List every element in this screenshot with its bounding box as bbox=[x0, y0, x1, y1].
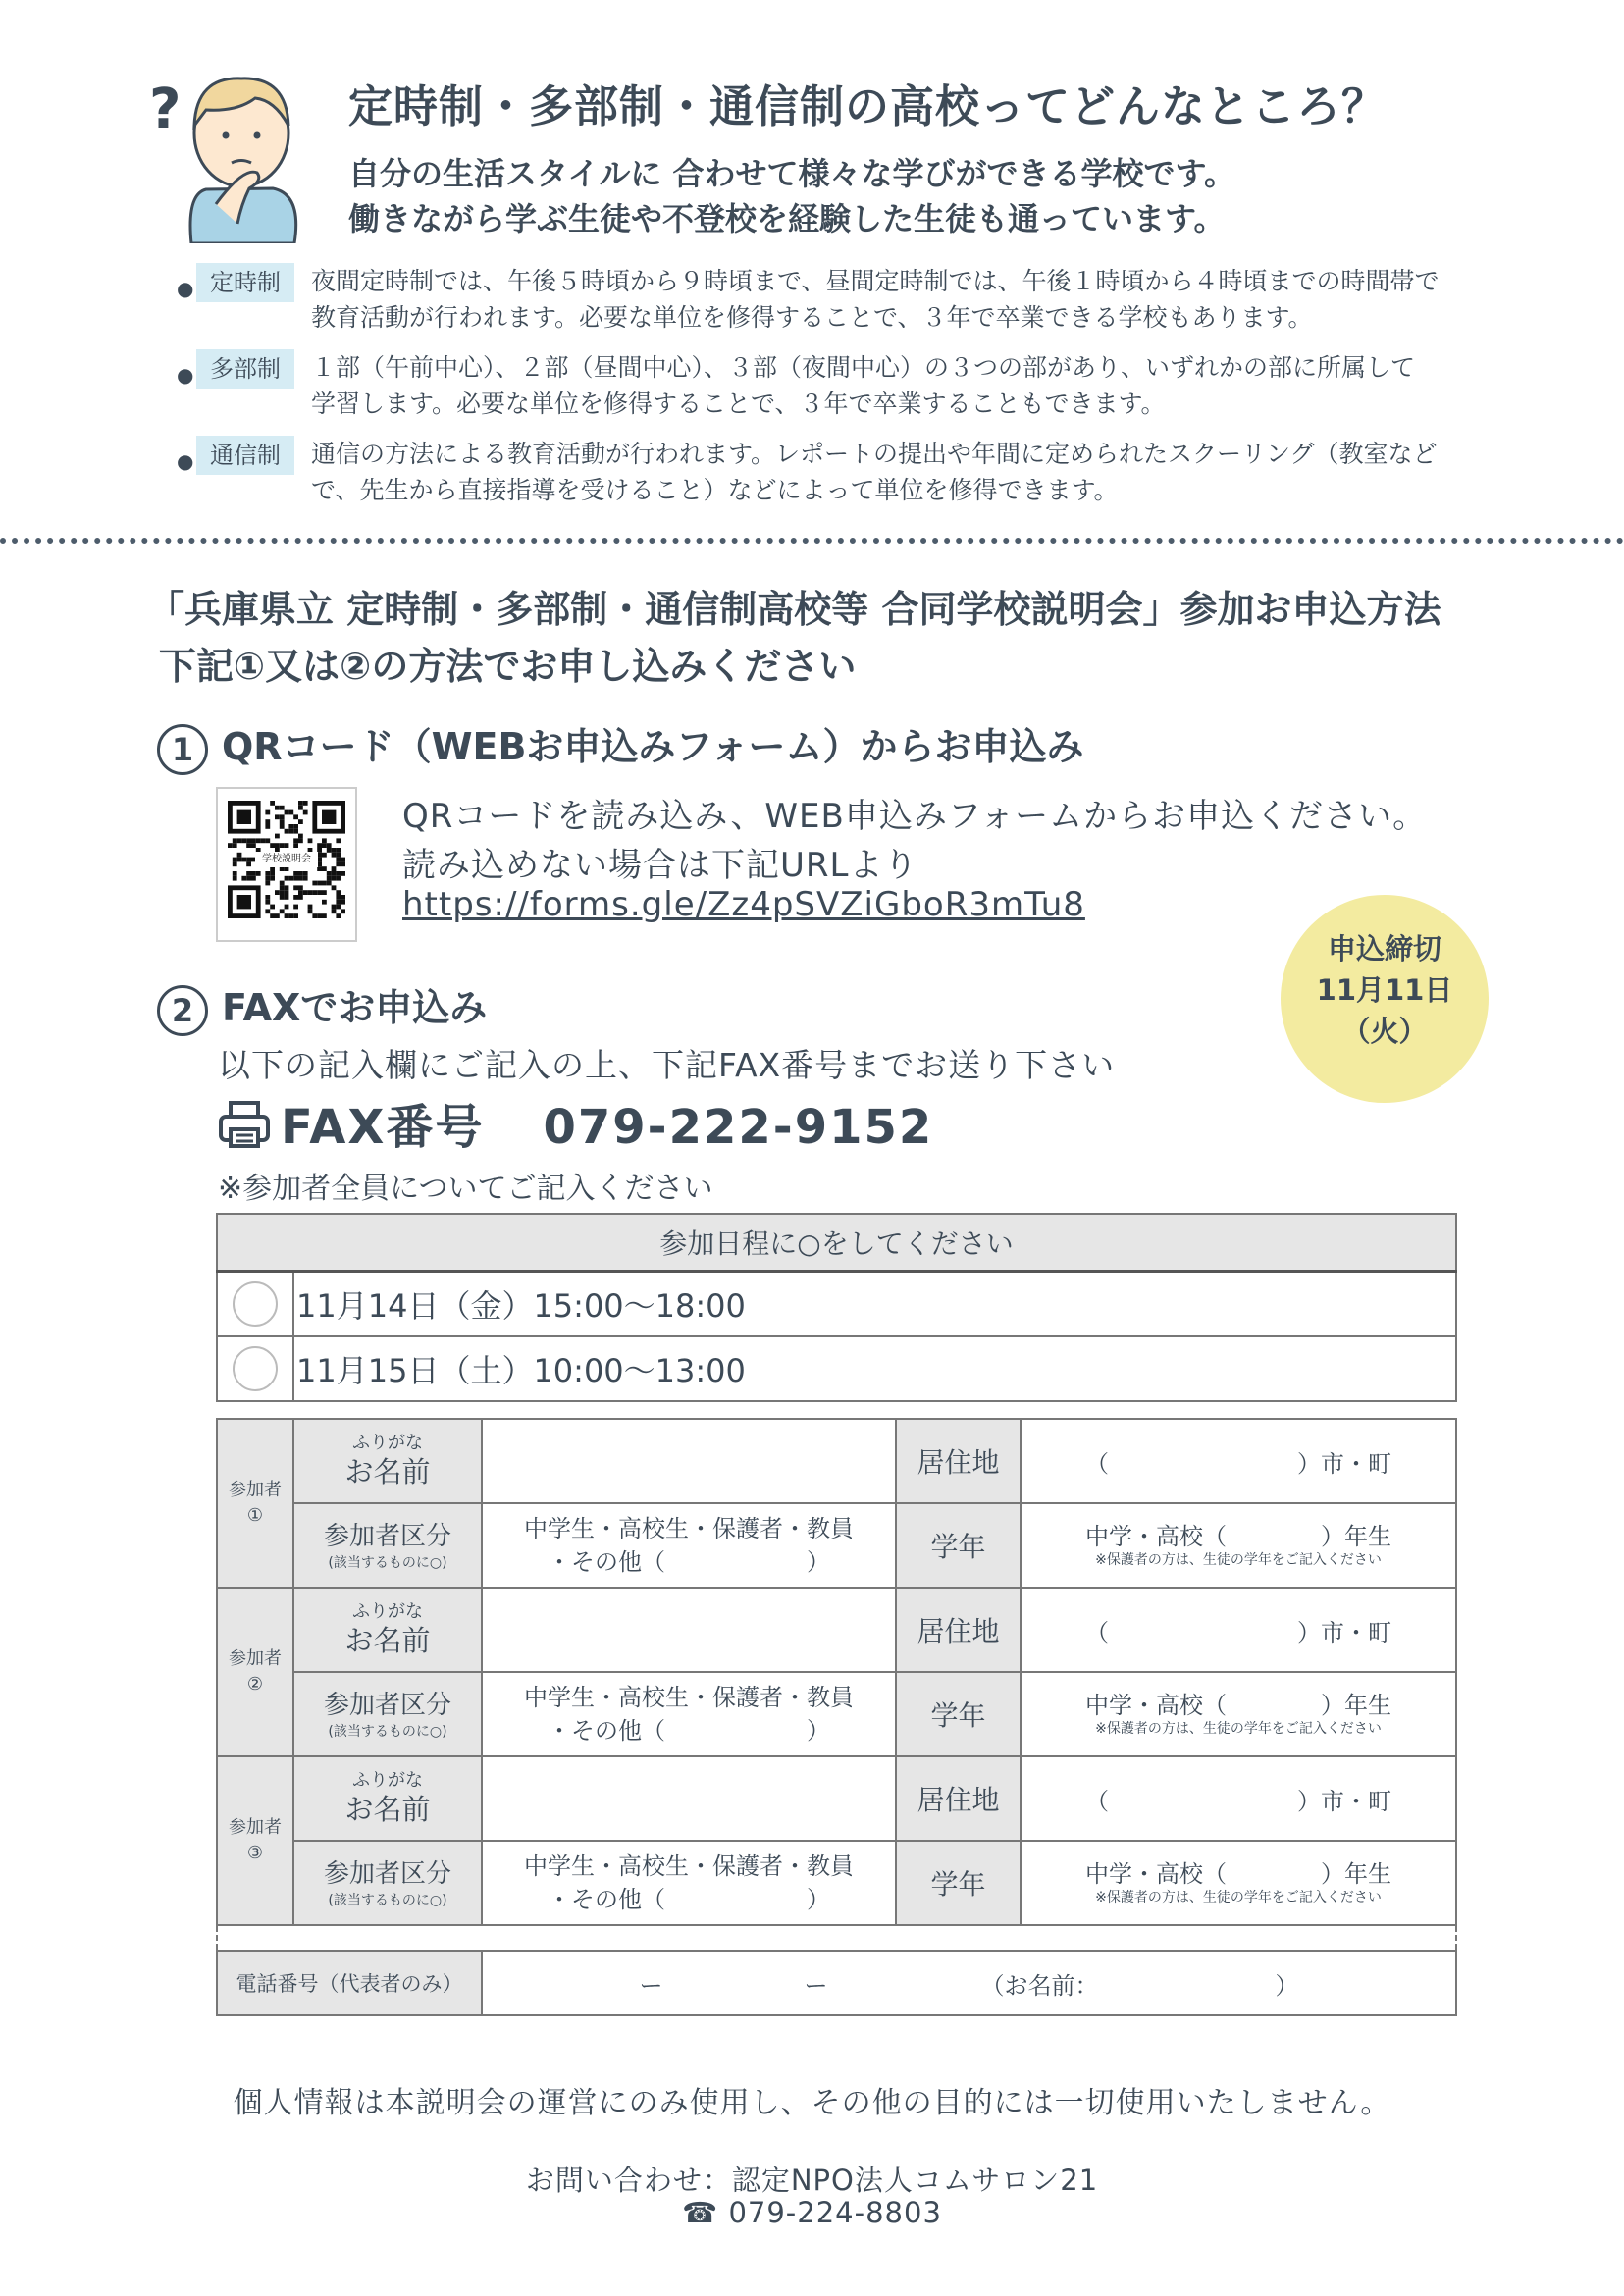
name-field[interactable] bbox=[482, 1588, 896, 1672]
select-circle[interactable] bbox=[233, 1346, 278, 1391]
method2-title-text: FAXでお申込み bbox=[222, 986, 488, 1029]
fax-note: ※参加者全員についてご記入ください bbox=[218, 1172, 713, 1206]
deadline-date: 11月11日 bbox=[1316, 973, 1453, 1007]
schedule-date-2: 11月15日（土）10:00～13:00 bbox=[293, 1336, 1456, 1401]
number-circle: 2 bbox=[157, 985, 208, 1036]
category-label: 参加者区分 bbox=[323, 1859, 451, 1889]
table-row bbox=[217, 1272, 1456, 1337]
table-row bbox=[217, 1336, 1456, 1401]
intro-title: 定時制・多部制・通信制の高校ってどんなところ？ bbox=[348, 80, 1388, 132]
method2-title bbox=[157, 977, 487, 1036]
grade-label: 学年 bbox=[896, 1503, 1021, 1588]
furigana-label: ふりがな bbox=[352, 1433, 423, 1453]
grade-label: 学年 bbox=[896, 1841, 1021, 1925]
category-label: 参加者区分 bbox=[323, 1522, 451, 1551]
category-options[interactable]: 中学生・高校生・保護者・教員 ・その他（ ） bbox=[482, 1503, 896, 1588]
participant-label-3: 参加者 ③ bbox=[217, 1756, 293, 1925]
form-url-link[interactable]: https://forms.gle/Zz4pSVZiGboR3mTu8 bbox=[402, 885, 1085, 924]
fax-machine-icon bbox=[218, 1100, 271, 1149]
residence-label: 居住地 bbox=[896, 1756, 1021, 1841]
definition-line: 教育活動が行われます。必要な単位を修得することで、３年で卒業できる学校もあります。 bbox=[311, 303, 1313, 332]
table-row: 参加者区分 (該当するものに○) 中学生・高校生・保護者・教員 ・その他（ ） 学年 中学・高校（ ）年生 ※保護者の方は、生徒の学年をご記入ください bbox=[217, 1672, 1456, 1756]
intro-lead-1: 自分の生活スタイルに 合わせて様々な学びができる学校です。 bbox=[348, 155, 1235, 192]
participant-label-1: 参加者 ① bbox=[217, 1419, 293, 1588]
application-heading: 「兵庫県立 定時制・多部制・通信制高校等 合同学校説明会」参加お申込方法 bbox=[147, 588, 1441, 631]
residence-label: 居住地 bbox=[896, 1419, 1021, 1503]
name-field[interactable] bbox=[482, 1419, 896, 1503]
person-thinking-icon bbox=[147, 57, 314, 243]
name-label: お名前 bbox=[344, 1793, 431, 1826]
grade-field[interactable]: 中学・高校（ ）年生 ※保護者の方は、生徒の学年をご記入ください bbox=[1021, 1672, 1456, 1756]
grade-label: 学年 bbox=[896, 1672, 1021, 1756]
table-row bbox=[217, 1756, 1456, 1841]
fax-number: 079-222-9152 bbox=[543, 1100, 934, 1155]
schedule-table bbox=[216, 1213, 1457, 1402]
number-circle: 1 bbox=[157, 724, 208, 775]
table-row bbox=[217, 1951, 1456, 2015]
definition-line: で、先生から直接指導を受けること）などによって単位を修得できます。 bbox=[311, 476, 1119, 504]
contact-org: お問い合わせ：認定NPO法人コムサロン21 bbox=[525, 2164, 1099, 2197]
grade-field[interactable]: 中学・高校（ ）年生 ※保護者の方は、生徒の学年をご記入ください bbox=[1021, 1503, 1456, 1588]
contact-phone-number: 079-224-8803 bbox=[728, 2196, 942, 2229]
term-tag: 通信制 bbox=[196, 436, 294, 475]
category-options[interactable]: 中学生・高校生・保護者・教員 ・その他（ ） bbox=[482, 1672, 896, 1756]
term-tag: 定時制 bbox=[196, 263, 294, 302]
schedule-date-1: 11月14日（金）15:00～18:00 bbox=[293, 1272, 1456, 1337]
residence-field[interactable]: （ ）市・町 bbox=[1021, 1419, 1456, 1503]
method1-title bbox=[157, 716, 1084, 775]
table-row bbox=[217, 1588, 1456, 1672]
deadline-day: （火） bbox=[1341, 1015, 1428, 1048]
question-mark-icon: ? bbox=[149, 78, 182, 141]
name-field[interactable] bbox=[482, 1756, 896, 1841]
residence-label: 居住地 bbox=[896, 1588, 1021, 1672]
category-label: 参加者区分 bbox=[323, 1691, 451, 1720]
qr-label: 学校説明会 bbox=[255, 852, 318, 867]
table-row: 参加者区分 (該当するものに○) 中学生・高校生・保護者・教員 ・その他（ ） 学年 中学・高校（ ）年生 ※保護者の方は、生徒の学年をご記入ください bbox=[217, 1503, 1456, 1588]
phone-field[interactable]: ー ー （お名前： ） bbox=[482, 1951, 1456, 2015]
application-subheading: 下記①又は②の方法でお申し込みください bbox=[159, 645, 857, 688]
method1-title-text: QRコード（WEBお申込みフォーム）からお申込み bbox=[222, 725, 1084, 768]
deadline-label: 申込締切 bbox=[1327, 932, 1441, 965]
definition-line: 学習します。必要な単位を修得することで、３年で卒業することもできます。 bbox=[311, 390, 1166, 418]
table-row: 参加者区分 (該当するものに○) 中学生・高校生・保護者・教員 ・その他（ ） 学年 中学・高校（ ）年生 ※保護者の方は、生徒の学年をご記入ください bbox=[217, 1841, 1456, 1925]
qr-instruction-1: QRコードを読み込み、WEB申込みフォームからお申込ください。 bbox=[402, 797, 1428, 836]
deadline-badge bbox=[1281, 895, 1489, 1103]
furigana-label: ふりがな bbox=[352, 1601, 423, 1622]
name-label: お名前 bbox=[344, 1455, 431, 1488]
dotted-divider bbox=[0, 538, 1624, 544]
fax-instruction: 以下の記入欄にご記入の上、下記FAX番号までお送り下さい bbox=[218, 1046, 1116, 1084]
grade-field[interactable]: 中学・高校（ ）年生 ※保護者の方は、生徒の学年をご記入ください bbox=[1021, 1841, 1456, 1925]
category-options[interactable]: 中学生・高校生・保護者・教員 ・その他（ ） bbox=[482, 1841, 896, 1925]
schedule-header: 参加日程に○をしてください bbox=[217, 1214, 1456, 1272]
phone-icon: ☎ bbox=[682, 2196, 729, 2229]
participant-form-table bbox=[216, 1418, 1457, 2016]
definition-line: 夜間定時制では、午後５時頃から９時頃まで、昼間定時制では、午後１時頃から４時頃までの時間帯で bbox=[311, 267, 1440, 295]
table-row bbox=[217, 1419, 1456, 1503]
qr-instruction-2: 読み込めない場合は下記URLより bbox=[402, 846, 918, 885]
name-label: お名前 bbox=[344, 1624, 431, 1657]
definition-line: １部（午前中心）、２部（昼間中心）、３部（夜間中心）の３つの部があり、いずれかの部に所属して bbox=[311, 353, 1416, 382]
contact-phone bbox=[0, 2196, 1624, 2229]
qr-code-icon[interactable] bbox=[216, 787, 357, 942]
fax-number-line bbox=[218, 1089, 933, 1157]
furigana-label: ふりがな bbox=[352, 1770, 423, 1791]
privacy-note: 個人情報は本説明会の運営にのみ使用し、その他の目的には一切使用いたしません。 bbox=[233, 2086, 1391, 2120]
definition-teijisei: ● 定時制 夜間定時制では、午後５時頃から９時頃まで、昼間定時制では、午後１時頃から４時頃までの時間帯で 教育活動が行われます。必要な単位を修得することで、３年で卒業できる学校もあります。 bbox=[177, 263, 1590, 343]
select-circle[interactable] bbox=[233, 1281, 278, 1327]
definition-tabusei: ● 多部制 １部（午前中心）、２部（昼間中心）、３部（夜間中心）の３つの部があり、いずれかの部に所属して 学習します。必要な単位を修得することで、３年で卒業することもできます。 bbox=[177, 349, 1590, 430]
intro-lead-2: 働きながら学ぶ生徒や不登校を経験した生徒も通っています。 bbox=[348, 200, 1226, 237]
definition-tsushinsei: ● 通信制 通信の方法による教育活動が行われます。レポートの提出や年間に定められたスクーリング（教室など で、先生から直接指導を受けること）などによって単位を修得できます。 bbox=[177, 436, 1590, 516]
term-tag: 多部制 bbox=[196, 349, 294, 389]
definition-line: 通信の方法による教育活動が行われます。レポートの提出や年間に定められたスクーリング（教室など bbox=[311, 440, 1438, 468]
participant-label-2: 参加者 ② bbox=[217, 1588, 293, 1756]
fax-label: FAX番号 bbox=[281, 1100, 485, 1155]
residence-field[interactable]: （ ）市・町 bbox=[1021, 1756, 1456, 1841]
residence-field[interactable]: （ ）市・町 bbox=[1021, 1588, 1456, 1672]
phone-label: 電話番号（代表者のみ） bbox=[217, 1951, 482, 2015]
